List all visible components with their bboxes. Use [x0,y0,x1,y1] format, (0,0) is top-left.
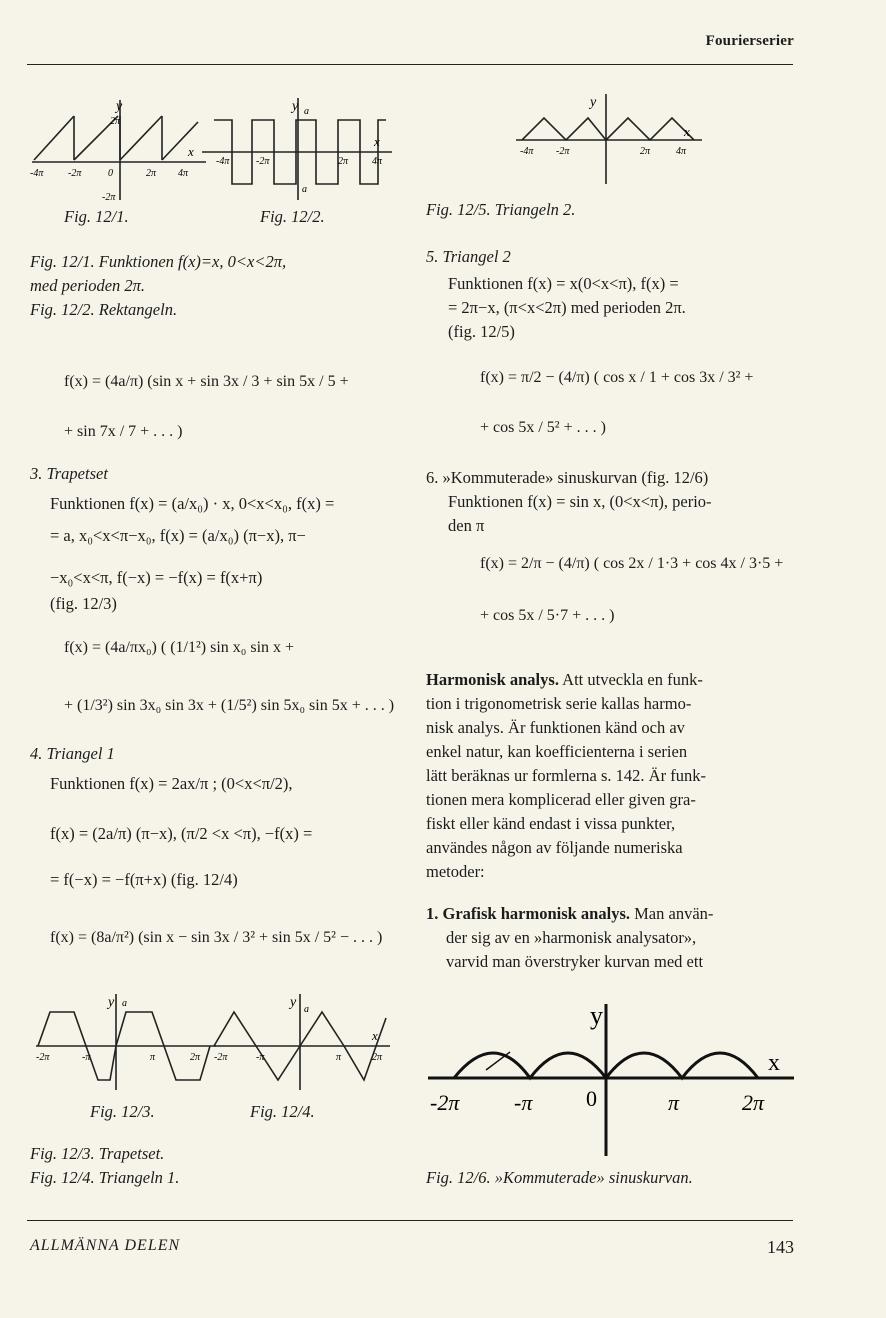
axis-x-label: x [188,144,194,159]
figure-12-1 [28,92,208,202]
axis-y-label: y [290,995,297,1010]
section-3-line-1: Funktionen f(x) = (a/x₀) · x, 0<x<x₀, f(x) = [50,494,335,513]
paragraph-line: tion i trigonometrisk serie kallas harmo- [426,694,692,713]
axis-y-label: y [590,95,597,110]
section-4-line-3: = f(−x) = −f(π+x) (fig. 12/4) [50,870,238,889]
caption-12-5: Fig. 12/5. Triangeln 2. [426,200,576,219]
equation-rectangle-1: f(x) = (4a/π) (sin x + sin 3x / 3 + sin 5x / 5 + [64,373,349,390]
tick-label: 2π [372,1052,383,1063]
fig-12-1-label: Fig. 12/1. [64,207,129,226]
header-rule [27,64,793,65]
fig-12-3-label: Fig. 12/3. [90,1102,155,1121]
tick-label: -π [256,1052,265,1063]
equation-triangel-2a: f(x) = π/2 − (4/π) ( cos x / 1 + cos 3x / 3² + [480,369,754,386]
axis-a-label: a [122,998,127,1009]
paragraph-line: metoder: [426,862,485,881]
section-4-line-1: Funktionen f(x) = 2ax/π ; (0<x<π/2), [50,774,293,793]
equation-kommuterad-2: + cos 5x / 5·7 + . . . ) [480,607,615,624]
figure-12-6 [424,990,796,1160]
equation-triangel-1: f(x) = (8a/π²) (sin x − sin 3x / 3² + sin 5x / 5² − . . . ) [50,929,383,946]
axis-x-label: x [684,124,690,139]
running-header: Fourierserier [705,33,794,49]
caption-12-1b: med perioden 2π. [30,276,146,295]
tick-label: -2π [68,168,82,179]
section-5-line-2: = 2π−x, (π<x<2π) med perioden 2π. [448,298,686,317]
axis-a-label: a [304,1004,309,1015]
footer-section-title: ALLMÄNNA DELEN [30,1237,181,1254]
equation-triangel-2b: + cos 5x / 5² + . . . ) [480,419,606,436]
paragraph-line: användes någon av följande numeriska [426,838,683,857]
figure-12-3 [34,988,218,1092]
axis-y-label: y [116,99,123,114]
tick-label: -2π [102,192,116,202]
tick-label: 2π [742,1090,765,1115]
section-6-line-1: 6. »Kommuterade» sinuskurvan (fig. 12/6) [426,468,709,487]
paragraph-line: tionen mera komplicerad eller given gra- [426,790,696,809]
axis-y-label: y [590,1001,603,1030]
paragraph-line: nisk analys. Är funktionen känd och av [426,718,685,737]
fig-12-2-label: Fig. 12/2. [260,207,325,226]
equation-trapets-2: + (1/3²) sin 3x₀ sin 3x + (1/5²) sin 5x₀ sin 5x + . . . ) [64,697,395,714]
section-4-line-2: f(x) = (2a/π) (π−x), (π/2 <x <π), −f(x) = [50,824,313,843]
page-number: 143 [767,1237,794,1257]
graphic-analysis-paragraph [426,902,794,974]
tick-label: 2π [640,146,651,157]
section-3-line-4: (fig. 12/3) [50,594,117,613]
caption-12-2: Fig. 12/2. Rektangeln. [30,300,178,319]
tick-label: -π [514,1090,533,1115]
section-3-title: 3. Trapetset [30,464,108,483]
section-4-title: 4. Triangel 1 [30,744,115,763]
harmonic-analysis-heading: Harmonisk analys. [426,670,559,689]
tick-label: 2π [146,168,157,179]
figure-12-5 [514,90,704,186]
harmonic-analysis-paragraph [426,668,794,884]
tick-label: 0 [108,168,113,179]
tick-label: -4π [520,146,534,157]
paragraph-line: der sig av en »harmonisk analysator», [446,928,697,947]
tick-label: π [150,1052,156,1063]
axis-y-label: y [108,995,115,1010]
tick-label: 2π [338,156,349,167]
tick-label: -2π [556,146,570,157]
tick-label: -2π [430,1090,460,1115]
section-5-title: 5. Triangel 2 [426,247,511,266]
section-5-line-1: Funktionen f(x) = x(0<x<π), f(x) = [448,274,679,293]
paragraph-line: varvid man överstryker kurvan med ett [446,952,704,971]
tick-label: -2π [256,156,270,167]
paragraph-line: fiskt eller känd endast i vissa punkter, [426,814,676,833]
caption-12-3: Fig. 12/3. Trapetset. [30,1144,165,1163]
tick-label: 2π [190,1052,201,1063]
paragraph-line: Att utveckla en funk- [562,670,703,689]
graphic-analysis-heading: 1. Grafisk harmonisk analys. [426,904,630,923]
tick-label: 2π [110,116,121,127]
footer-rule [27,1220,793,1221]
equation-kommuterad-1: f(x) = 2/π − (4/π) ( cos 2x / 1·3 + cos 4x / 3·5 + [480,555,784,572]
tick-label: -2π [214,1052,228,1063]
axis-y-label: y [292,99,299,114]
caption-12-1: Fig. 12/1. Funktionen f(x)=x, 0<x<2π, [30,252,287,271]
tick-label: -2π [36,1052,50,1063]
tick-label: a [302,184,307,195]
tick-label: π [668,1090,680,1115]
section-6-line-3: den π [448,516,485,535]
caption-12-4: Fig. 12/4. Triangeln 1. [30,1168,180,1187]
caption-12-6: Fig. 12/6. »Kommuterade» sinuskurvan. [426,1168,693,1187]
section-5-line-3: (fig. 12/5) [448,322,515,341]
figure-12-2 [200,92,394,202]
paragraph-line: enkel natur, kan koefficienterna i serien [426,742,688,761]
axis-a-label: a [304,106,309,117]
section-3-line-2: = a, x₀<x<π−x₀, f(x) = (a/x₀) (π−x), π− [50,526,306,545]
equation-trapets-1: f(x) = (4a/πx₀) ( (1/1²) sin x₀ sin x + [64,639,295,656]
paragraph-line: lätt beräknas ur formlerna s. 142. Är funk- [426,766,706,785]
tick-label: 4π [178,168,189,179]
tick-label: 0 [586,1086,597,1111]
paragraph-line: Man använ- [634,904,714,923]
tick-label: -π [82,1052,91,1063]
tick-label: 4π [372,156,383,167]
equation-rectangle-2: + sin 7x / 7 + . . . ) [64,423,183,440]
figure-12-4 [212,988,392,1092]
tick-label: -4π [30,168,44,179]
axis-x-label: x [372,1028,378,1043]
tick-label: π [336,1052,342,1063]
fig-12-4-label: Fig. 12/4. [250,1102,315,1121]
axis-x-label: x [768,1050,780,1076]
section-3-line-3: −x₀<x<π, f(−x) = −f(x) = f(x+π) [50,568,263,587]
section-6-line-2: Funktionen f(x) = sin x, (0<x<π), perio- [448,492,712,511]
axis-x-label: x [374,134,380,149]
tick-label: -4π [216,156,230,167]
tick-label: 4π [676,146,687,157]
